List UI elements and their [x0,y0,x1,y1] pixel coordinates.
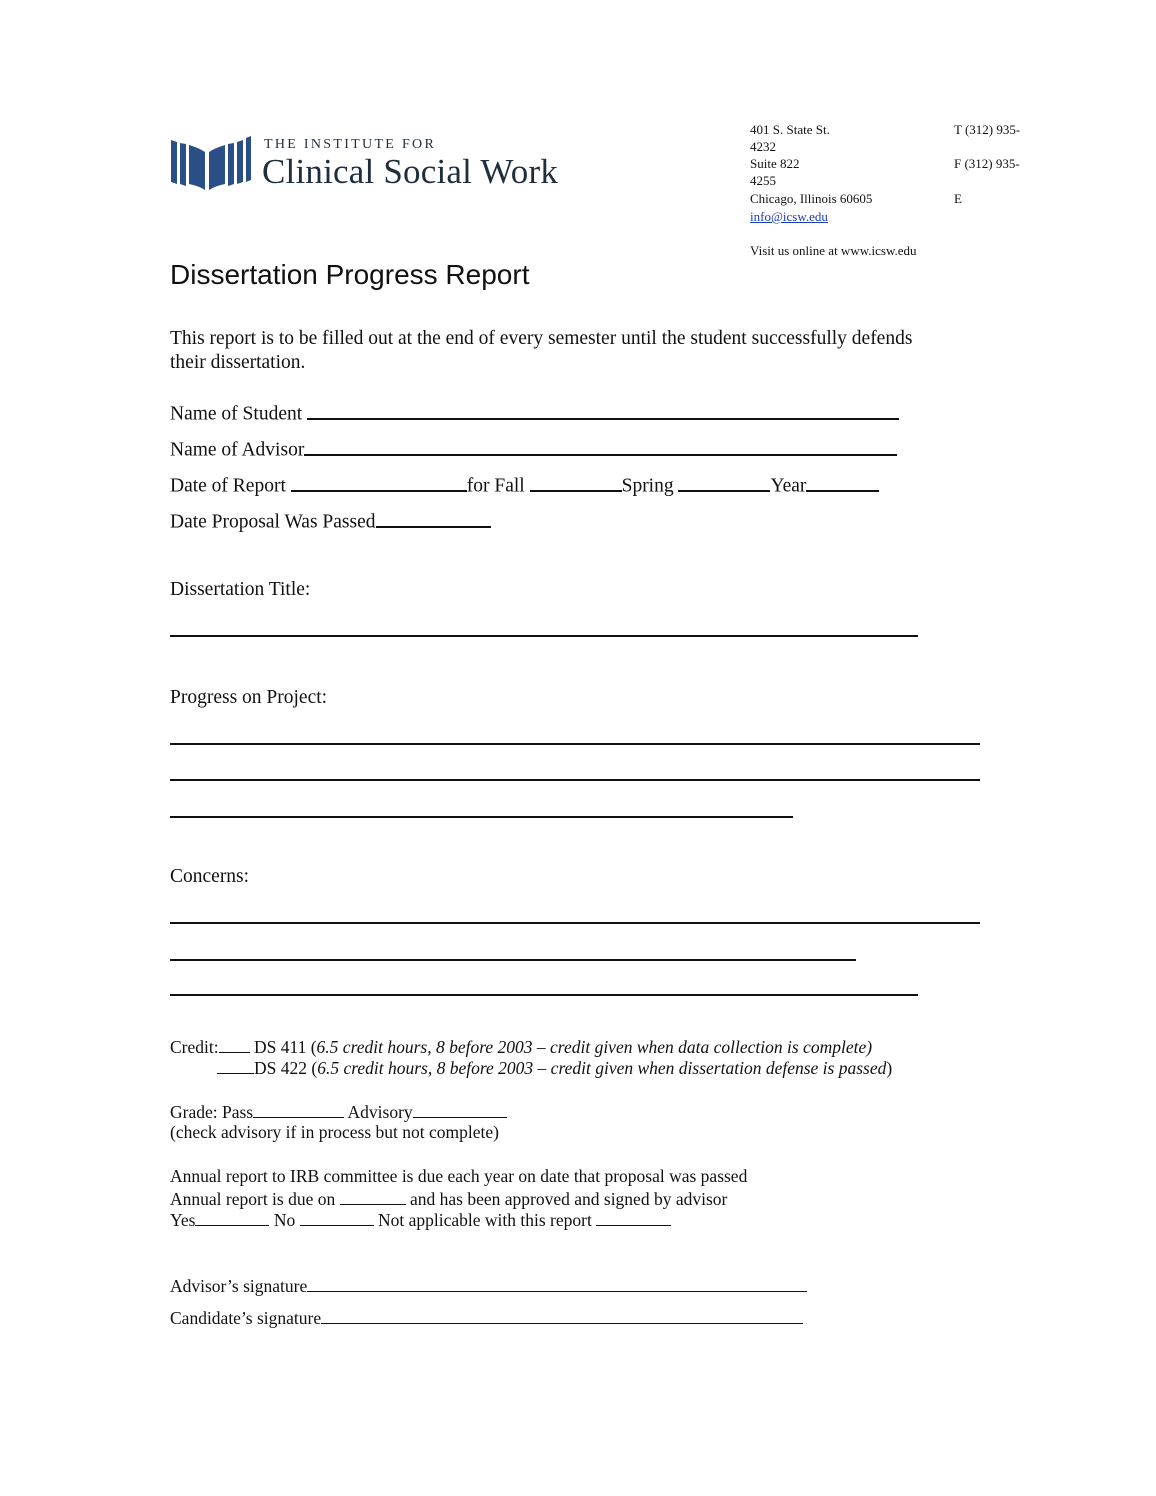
contact-email-link[interactable]: info@icsw.edu [750,209,828,224]
ds411-check-field[interactable] [219,1036,250,1053]
spring-label: Spring [621,475,674,497]
irb-line1: Annual report to IRB committee is due each year on date that proposal was passed [170,1166,748,1186]
contact-address3: Chicago, Illinois 60605 [750,191,873,206]
year-field[interactable] [806,472,879,492]
irb-na-label: Not applicable with this report [377,1209,592,1230]
dissertation-title-label: Dissertation Title: [170,579,311,600]
irb-yes-label: Yes [170,1209,196,1230]
irb-no-field[interactable] [300,1209,374,1226]
institute-logo-icon [169,134,253,192]
contact-fax: F (312) 935- [954,156,1020,171]
grade-pass-label: Grade: Pass [170,1101,254,1122]
progress-line-3[interactable] [170,816,793,818]
irb-na-field[interactable] [596,1209,671,1226]
irb-approved-label: and has been approved and signed by advisor [410,1188,728,1209]
proposal-passed-label: Date Proposal Was Passed [170,511,376,533]
concerns-line-1[interactable] [170,922,980,924]
advisor-name-field[interactable] [304,436,897,456]
fall-label: for Fall [466,475,525,497]
date-report-field[interactable] [291,472,467,492]
page-title: Dissertation Progress Report [170,259,530,290]
student-label: Name of Student [170,403,303,425]
intro-line1: This report is to be filled out at the end of every semester until the student successfully defends [170,328,913,349]
ds422-note: 6.5 credit hours, 8 before 2003 – credit given when dissertation defense is passed [317,1057,887,1078]
contact-phone: T (312) 935- [954,122,1021,137]
contact-fax-cont: 4255 [750,173,776,188]
irb-due-label: Annual report is due on [170,1188,336,1209]
ds422-check-field[interactable] [217,1057,254,1074]
contact-address2: Suite 822 [750,156,800,171]
candidate-signature-field[interactable] [321,1307,803,1324]
dissertation-title-line[interactable] [170,635,918,637]
proposal-passed-field[interactable] [376,508,491,528]
concerns-line-2[interactable] [170,959,856,961]
ds422-code: DS 422 ( [254,1057,318,1078]
concerns-label: Concerns: [170,866,250,887]
irb-due-field[interactable] [340,1188,406,1205]
logo-tagline: THE INSTITUTE FOR [264,137,437,152]
advisor-signature-label: Advisor’s signature [170,1275,308,1296]
credit-label: Credit: [170,1036,219,1057]
grade-pass-field[interactable] [253,1101,344,1118]
contact-phone-cont: 4232 [750,139,776,154]
logo-name: Clinical Social Work [262,152,559,191]
progress-line-2[interactable] [170,779,980,781]
year-label: Year [770,475,807,497]
irb-no-label: No [273,1209,296,1230]
advisor-label: Name of Advisor [170,439,305,461]
concerns-line-3[interactable] [170,994,918,996]
grade-advisory-field[interactable] [413,1101,507,1118]
student-name-field[interactable] [307,400,899,420]
progress-label: Progress on Project: [170,687,328,708]
candidate-signature-label: Candidate’s signature [170,1307,322,1328]
irb-yes-field[interactable] [195,1209,269,1226]
progress-line-1[interactable] [170,743,980,745]
spring-field[interactable] [678,472,770,492]
ds411-note: 6.5 credit hours, 8 before 2003 – credit given when data collection is complete) [316,1036,873,1057]
contact-address1: 401 S. State St. [750,122,830,137]
contact-email-label: E [954,191,962,206]
fall-field[interactable] [530,472,622,492]
ds422-close: ) [886,1057,893,1078]
date-report-label: Date of Report [170,475,286,497]
contact-website: Visit us online at www.icsw.edu [750,243,917,258]
ds411-code: DS 411 ( [253,1036,317,1057]
grade-note: (check advisory if in process but not complete) [170,1122,499,1142]
intro-line2: their dissertation. [170,352,306,373]
grade-advisory-label: Advisory [347,1101,413,1122]
advisor-signature-field[interactable] [307,1275,807,1292]
